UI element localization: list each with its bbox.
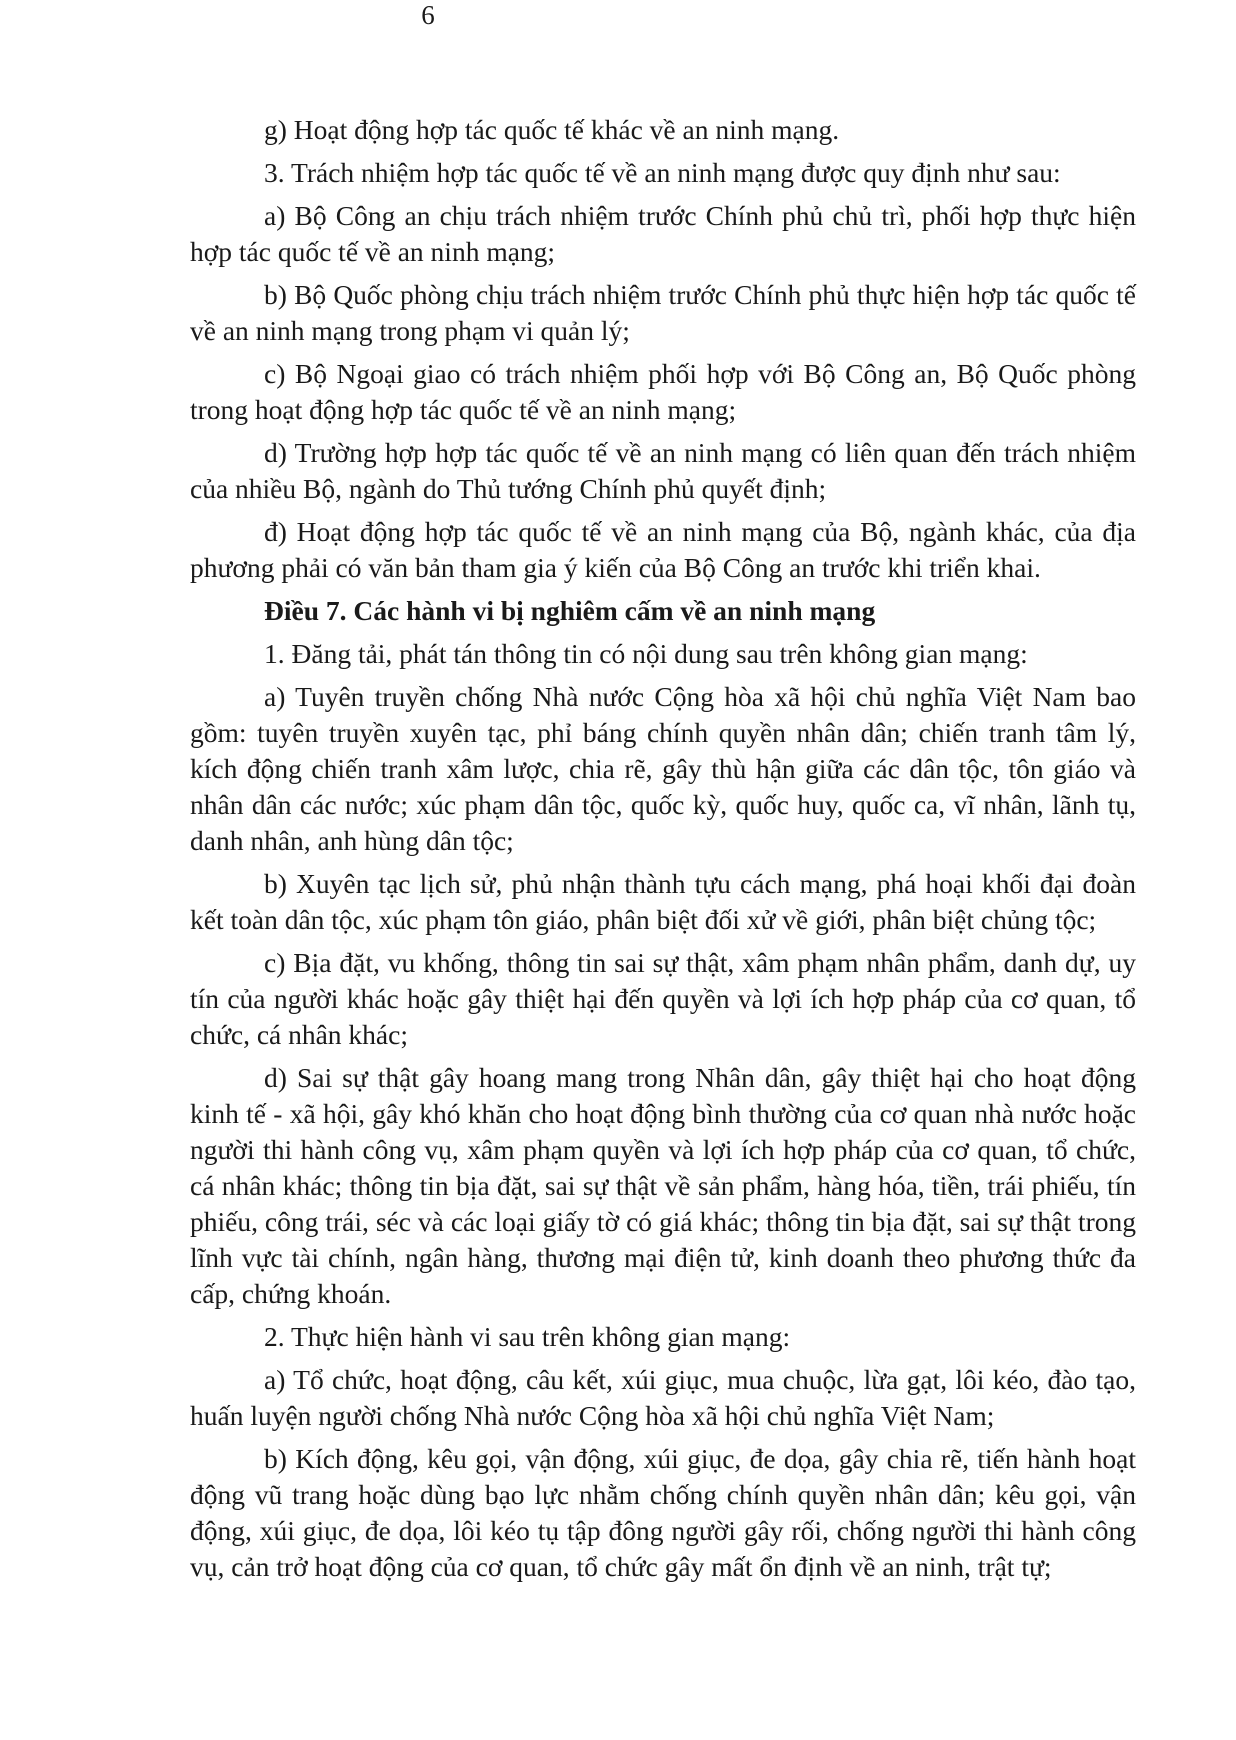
paragraph-7-1b: b) Xuyên tạc lịch sử, phủ nhận thành tựu cách mạng, phá hoại khối đại đoàn kết toàn dân tộc, xúc phạm tôn giáo, phân biệt đối xử về giới, phân biệt chủng tộc; — [190, 868, 1136, 935]
paragraph-7-1c: c) Bịa đặt, vu khống, thông tin sai sự thật, xâm phạm nhân phẩm, danh dự, uy tín của người khác hoặc gây thiệt hại đến quyền và lợi ích hợp pháp của cơ quan, tổ chức, cá nhân khác; — [190, 947, 1136, 1050]
paragraph-7-2a: a) Tổ chức, hoạt động, câu kết, xúi giục, mua chuộc, lừa gạt, lôi kéo, đào tạo, huấn luyện người chống Nhà nước Cộng hòa xã hội chủ nghĩa Việt Nam; — [190, 1364, 1136, 1431]
page-number: 6 — [421, 0, 435, 30]
paragraph-3d: d) Trường hợp hợp tác quốc tế về an ninh mạng có liên quan đến trách nhiệm của nhiều Bộ, ngành do Thủ tướng Chính phủ quyết định; — [190, 437, 1136, 504]
paragraph-7-1a: a) Tuyên truyền chống Nhà nước Cộng hòa xã hội chủ nghĩa Việt Nam bao gồm: tuyên truyền xuyên tạc, phỉ báng chính quyền nhân dân; chiến tranh tâm lý, kích động chiến tranh xâm lược, chia rẽ, gây thù hận giữa các dân tộc, tôn giáo và nhân dân các nước; xúc phạm dân tộc, quốc kỳ, quốc huy, quốc ca, vĩ nhân, lãnh tụ, danh nhân, anh hùng dân tộc; — [190, 681, 1136, 856]
paragraph-7-2: 2. Thực hiện hành vi sau trên không gian mạng: — [264, 1321, 791, 1352]
paragraph-7-2b: b) Kích động, kêu gọi, vận động, xúi giục, đe dọa, gây chia rẽ, tiến hành hoạt động vũ trang hoặc dùng bạo lực nhằm chống chính quyền nhân dân; kêu gọi, vận động, xúi giục, đe dọa, lôi kéo tụ tập đông người gây rối, chống người thi hành công vụ, cản trở hoạt động của cơ quan, tổ chức gây mất ổn định về an ninh, trật tự; — [190, 1443, 1136, 1582]
paragraph-3dd: đ) Hoạt động hợp tác quốc tế về an ninh mạng của Bộ, ngành khác, của địa phương phải có văn bản tham gia ý kiến của Bộ Công an trước khi triển khai. — [190, 516, 1136, 583]
article-7-heading: Điều 7. Các hành vi bị nghiêm cấm về an ninh mạng — [264, 595, 876, 626]
paragraph-7-1: 1. Đăng tải, phát tán thông tin có nội dung sau trên không gian mạng: — [264, 638, 1028, 669]
paragraph-3a: a) Bộ Công an chịu trách nhiệm trước Chính phủ chủ trì, phối hợp thực hiện hợp tác quốc tế về an ninh mạng; — [190, 200, 1136, 267]
paragraph-7-1d: d) Sai sự thật gây hoang mang trong Nhân dân, gây thiệt hại cho hoạt động kinh tế - xã hội, gây khó khăn cho hoạt động bình thường của cơ quan nhà nước hoặc người thi hành công vụ, xâm phạm quyền và lợi ích hợp pháp của cơ quan, tổ chức, cá nhân khác; thông tin bịa đặt, sai sự thật về sản phẩm, hàng hóa, tiền, trái phiếu, tín phiếu, công trái, séc và các loại giấy tờ có giá khác; thông tin bịa đặt, sai sự thật trong lĩnh vực tài chính, ngân hàng, thương mại điện tử, kinh doanh theo phương thức đa cấp, chứng khoán. — [190, 1062, 1136, 1309]
document-body — [190, 112, 1136, 1592]
paragraph-3: 3. Trách nhiệm hợp tác quốc tế về an ninh mạng được quy định như sau: — [264, 157, 1061, 188]
paragraph-2g: g) Hoạt động hợp tác quốc tế khác về an ninh mạng. — [264, 114, 840, 145]
paragraph-3c: c) Bộ Ngoại giao có trách nhiệm phối hợp với Bộ Công an, Bộ Quốc phòng trong hoạt động hợp tác quốc tế về an ninh mạng; — [190, 358, 1136, 425]
paragraph-3b: b) Bộ Quốc phòng chịu trách nhiệm trước Chính phủ thực hiện hợp tác quốc tế về an ninh mạng trong phạm vi quản lý; — [190, 279, 1136, 346]
